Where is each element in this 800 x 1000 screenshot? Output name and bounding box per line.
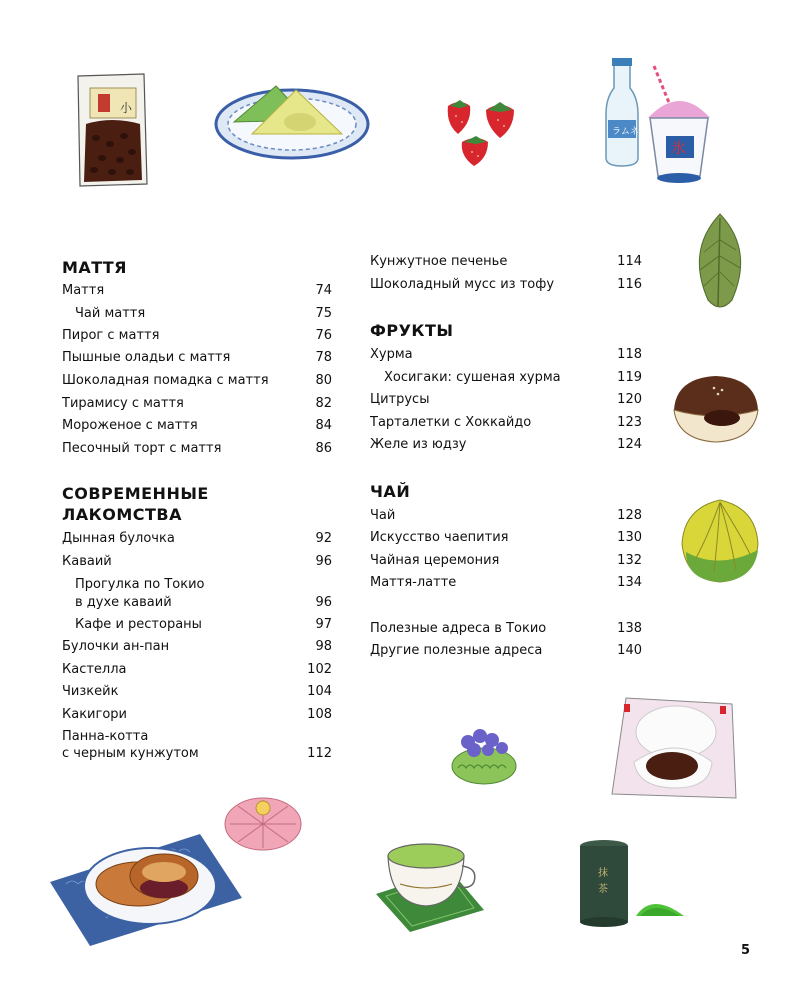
toc-entry-label: Маття [62,283,105,298]
section-title-fruits: ФРУКТЫ [370,321,454,340]
toc-entry[interactable] [62,706,332,724]
toc-entry-page: 98 [315,639,332,654]
dorayaki-on-mat-illustration [46,828,246,948]
toc-entry[interactable] [62,638,332,656]
toc-entry-page: 134 [617,575,642,590]
toc-entry-page: 114 [617,254,642,269]
chocolate-bun-illustration [668,370,764,448]
toc-entry-page: 78 [315,350,332,365]
toc-entry[interactable] [370,346,642,364]
toc-entry-label-line2: с черным кунжутом [62,746,199,761]
strawberries-illustration [440,92,530,170]
toc-entry-label: Панна-котта [62,729,149,744]
toc-entry-page: 130 [617,530,642,545]
toc-entry-label: Булочки ан-пан [62,639,170,654]
toc-entry[interactable] [370,529,642,547]
toc-entry-page: 132 [617,553,642,568]
toc-entry[interactable] [62,440,332,458]
matcha-triangle-plate-illustration [212,78,372,162]
toc-entry-label: Полезные адреса в Токио [370,621,547,636]
toc-entry-page: 86 [315,441,332,456]
toc-entry[interactable] [62,616,332,634]
toc-entry[interactable] [370,574,642,592]
flower-wagashi-illustration [446,720,522,788]
toc-entry-label: Хурма [370,347,413,362]
section-title-tea: ЧАЙ [370,482,411,501]
toc-entry[interactable] [62,417,332,435]
toc-entry-page: 116 [617,277,642,292]
toc-entry-label: Цитрусы [370,392,430,407]
toc-entry[interactable] [370,253,642,271]
toc-entry-label: Чизкейк [62,684,119,699]
toc-entry-label: Тирамису с маття [62,396,184,411]
toc-entry-label: Пирог с маття [62,328,160,343]
toc-entry[interactable] [370,436,642,454]
toc-entry-label: Кастелла [62,662,127,677]
toc-entry-page: 124 [617,437,642,452]
toc-entry[interactable] [370,620,642,638]
toc-entry[interactable] [62,530,332,548]
toc-entry-label: Кунжутное печенье [370,254,508,269]
toc-entry[interactable] [370,276,642,294]
yellow-green-wagashi-illustration [678,496,762,586]
sakura-leaf-illustration [684,210,756,314]
toc-entry-page: 123 [617,415,642,430]
toc-entry-label: Тарталетки с Хоккайдо [370,415,532,430]
toc-entry[interactable] [62,395,332,413]
toc-entry-page: 104 [307,684,332,699]
svg-text:氷: 氷 [671,139,687,157]
toc-entry-label: Прогулка по Токио [75,577,205,592]
page-number: 5 [740,943,750,958]
section-title-matcha: МАТТЯ [62,258,127,277]
toc-entry[interactable] [62,553,332,571]
toc-entry-page: 118 [617,347,642,362]
toc-entry[interactable] [370,391,642,409]
toc-entry-page: 140 [617,643,642,658]
toc-entry-page: 80 [315,373,332,388]
svg-text:抹: 抹 [598,868,608,879]
toc-entry-label: Кафе и рестораны [75,617,202,632]
toc-entry-page: 128 [617,508,642,523]
toc-entry[interactable] [62,327,332,345]
toc-entry[interactable] [370,369,642,387]
toc-entry[interactable] [62,683,332,701]
toc-entry[interactable] [370,642,642,660]
toc-entry[interactable] [62,728,332,768]
toc-entry-label: Каваий [62,554,112,569]
toc-entry-label: Чай [370,508,396,523]
toc-entry[interactable] [62,576,332,616]
ramune-and-shaved-ice-illustration [600,54,730,194]
toc-entry[interactable] [62,305,332,323]
toc-entry-page: 102 [307,662,332,677]
toc-entry[interactable] [62,282,332,300]
section-title-modern-sweets: СОВРЕМЕННЫЕ [62,484,209,503]
toc-entry[interactable] [370,414,642,432]
toc-entry-page: 92 [315,531,332,546]
toc-entry-label: Какигори [62,707,127,722]
toc-entry-label: Другие полезные адреса [370,643,543,658]
toc-entry-page: 112 [307,746,332,761]
toc-entry-label: Песочный торт с маття [62,441,222,456]
svg-text:茶: 茶 [598,884,608,895]
svg-text:小: 小 [120,101,133,115]
toc-entry-label: Чайная церемония [370,553,500,568]
toc-entry-label: Пышные оладьи с маття [62,350,231,365]
toc-entry-page: 96 [315,554,332,569]
toc-entry-label: Маття-латте [370,575,457,590]
toc-entry-label: Хосигаки: сушеная хурма [384,370,561,385]
toc-entry-page: 74 [315,283,332,298]
toc-entry-page: 119 [617,370,642,385]
toc-entry[interactable] [62,661,332,679]
matcha-cup-on-mat-illustration [370,826,490,936]
toc-entry[interactable] [370,552,642,570]
toc-entry-label: Желе из юдзу [370,437,467,452]
toc-entry-label: Дынная булочка [62,531,175,546]
toc-entry-page: 108 [307,707,332,722]
svg-text:ラムネ: ラムネ [612,127,639,137]
toc-entry-page: 76 [315,328,332,343]
toc-entry-label: Мороженое с маття [62,418,198,433]
toc-entry[interactable] [62,349,332,367]
daifuku-on-paper-illustration [606,690,746,806]
toc-entry-label: Чай маття [75,306,146,321]
toc-entry-page: 75 [315,306,332,321]
toc-entry-label: Шоколадная помадка с маття [62,373,269,388]
red-bean-package-illustration [72,72,152,190]
toc-entry-page: 84 [315,418,332,433]
tea-tin-illustration [574,836,694,928]
toc-entry-label: Искусство чаепития [370,530,509,545]
toc-entry[interactable] [370,507,642,525]
toc-entry-label-line2: в духе каваий [75,595,172,610]
toc-entry-page: 97 [315,617,332,632]
toc-entry-label: Шоколадный мусс из тофу [370,277,555,292]
toc-entry-page: 138 [617,621,642,636]
toc-entry-page: 120 [617,392,642,407]
toc-entry-page: 96 [315,595,332,610]
toc-entry-page: 82 [315,396,332,411]
section-title-modern-sweets-line2: ЛАКОМСТВА [62,505,183,524]
toc-entry[interactable] [62,372,332,390]
